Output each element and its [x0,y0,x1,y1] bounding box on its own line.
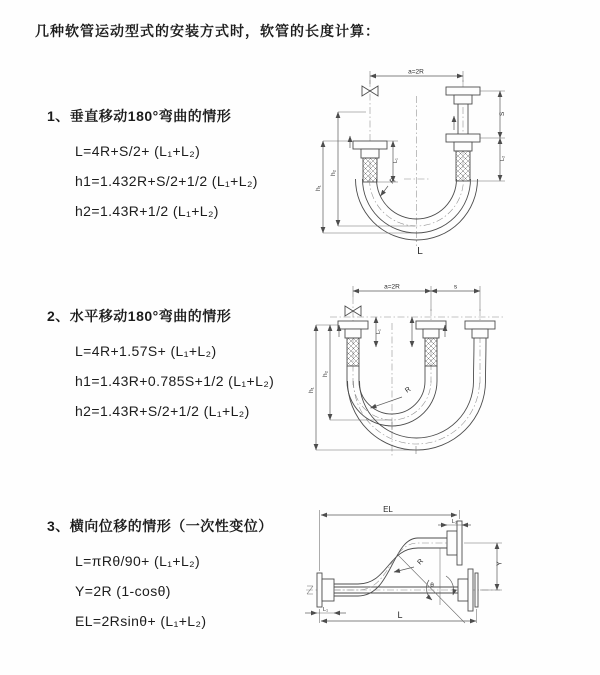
centerlines [370,80,463,246]
dim-label-length: L [397,610,403,620]
angle-theta [398,548,465,623]
formula-length: L=πRθ/90+ (L₁+L₂) [75,553,201,569]
diagram-lateral-displacement [300,503,565,651]
dim-label-radius: R [416,557,425,567]
dim-radius [381,177,398,196]
section-1-heading: 1、垂直移动180°弯曲的情形 [47,108,232,124]
upper-flange [447,521,462,565]
dim-label-conn-right: L₂ [500,155,506,161]
dim-label-length: L [417,246,423,257]
dim-heights [308,325,416,450]
dim-label-h1: h₁ [315,185,322,191]
formula-length: L=4R+S/2+ (L₁+L₂) [75,143,201,159]
dim-label-el: EL [383,505,393,514]
section-lateral-displacement [47,516,273,636]
dim-label-radius: R [404,386,413,395]
dim-label-conn-left: L₁ [393,158,399,163]
hose-u-bends [347,381,486,450]
pipe-1 [338,321,368,381]
left-pipe [353,141,387,182]
dim-radius [371,386,413,408]
left-flange [317,573,334,607]
dim-label-conn: L₁ [376,329,382,334]
dim-conn-right [438,519,471,525]
dim-radius [394,558,425,572]
formula-length: L=4R+1.57S+ (L₁+L₂) [75,343,217,359]
dim-label-angle: θ [430,582,434,589]
diagram-vertical-180-bend [308,66,543,258]
section-horizontal-180 [47,306,274,426]
diagram-horizontal-180-bend [306,281,556,463]
dim-label-h2: h₂ [322,370,329,377]
formula-h1: h1=1.43R+0.785S+1/2 (L₁+L₂) [75,373,275,389]
section-2-heading: 2、水平移动180°弯曲的情形 [47,308,232,324]
dim-label-span: a=2R [408,68,424,76]
pipe-2 [416,321,446,381]
dim-span-stroke [353,284,480,312]
formula-offset: Y=2R (1-cosθ) [75,583,171,599]
right-pipe [446,87,480,181]
formula-h2: h2=1.43R+S/2+1/2 (L₁+L₂) [75,403,250,419]
page-title: 几种软管运动型式的安装方式时，软管的长度计算： [35,23,380,39]
dim-label-stroke: s [453,283,458,291]
dim-label-h1: h₁ [308,387,315,393]
dim-label-h2: h₂ [330,169,337,176]
dim-span [370,69,463,85]
dim-label-conn-right: L₂ [451,519,458,525]
dim-label-stroke: S [499,111,506,116]
dim-label-conn-left: L₁ [323,607,328,613]
dim-conn-left [305,607,346,613]
formula-h1: h1=1.432R+S/2+1/2 (L₁+L₂) [75,173,258,189]
dim-label-offset: Y [496,561,504,566]
formula-h2: h2=1.43R+1/2 (L₁+L₂) [75,203,219,219]
dim-label-span: a=2R [384,283,400,291]
formula-effective-length: EL=2Rsinθ+ (L₁+L₂) [75,613,207,629]
dim-connectors [376,317,412,347]
section-vertical-180 [47,106,258,226]
section-3-heading: 3、横向位移的情形（一次性变位） [47,518,273,534]
dim-label-radius: R [388,176,398,186]
